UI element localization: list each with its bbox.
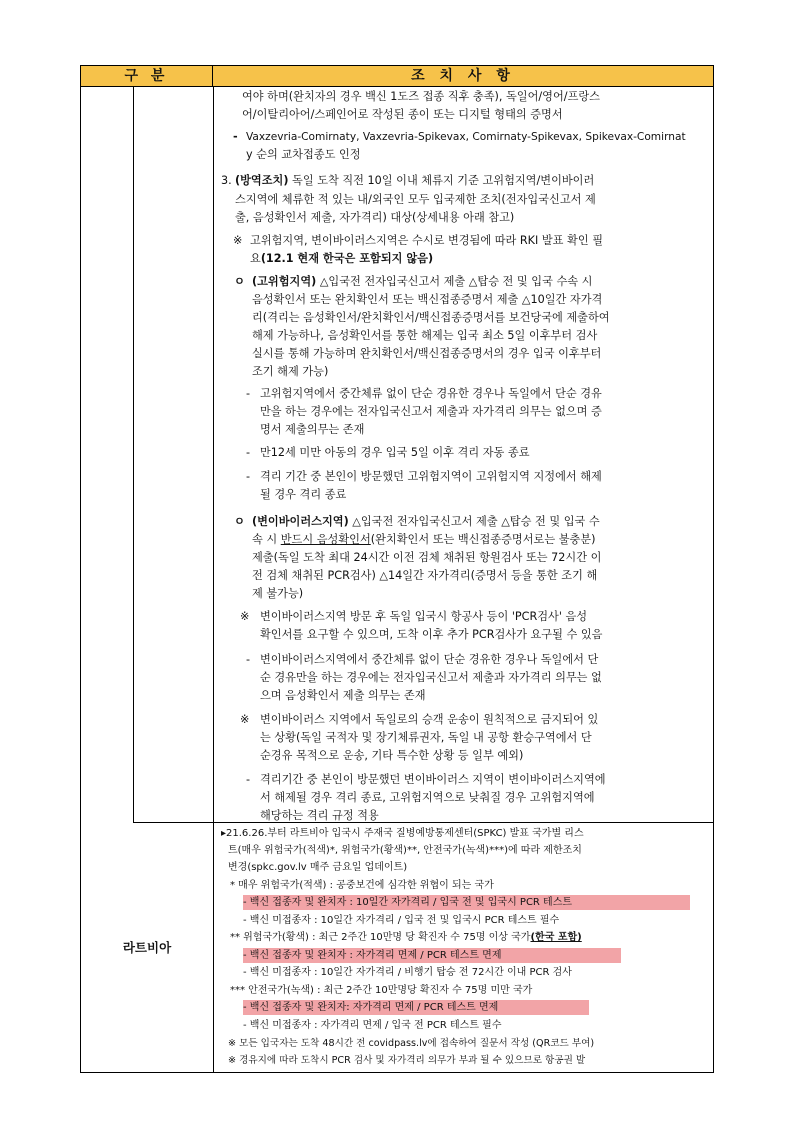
header-measures: 조 치 사 항 xyxy=(411,68,515,84)
dash: - xyxy=(246,653,251,666)
dash: - xyxy=(246,470,251,483)
high-risk-line: (고위험지역) △입국전 전자입국신고서 제출 △탑승 전 및 입국 수속 시 xyxy=(252,275,593,288)
high-risk-line: 리(격리는 음성확인서/완치확인서/백신접종증명서를 보건당국에 제출하여 xyxy=(252,311,610,324)
note-mark: ※ xyxy=(240,713,250,726)
latvia-note: ※ 모든 입국자는 도착 48시간 전 covidpass.lv에 접속하여 질문서 작성 (QR코드 부여) xyxy=(228,1038,595,1049)
header-category: 구 분 xyxy=(81,66,213,86)
variant-line: (변이바이러스지역) △입국전 전자입국신고서 제출 △탑승 전 및 입국 수 xyxy=(252,515,600,528)
latvia-intro-line: 변경(spkc.gov.lv 매주 금요일 업데이트) xyxy=(228,862,408,873)
variant-note-line: 변이바이러스 지역에서 독일로의 승객 운송이 원칙적으로 금지되어 있 xyxy=(260,713,599,726)
variant-line: 속 시 반드시 음성확인서(완치확인서 또는 백신접종증명서로는 불충분) xyxy=(252,533,596,546)
variant-line: 전 검체 채취된 PCR검사) △14일간 자가격리(증명서 등을 통한 조기 해 xyxy=(252,569,598,582)
item3-number: 3. xyxy=(221,174,232,187)
column-divider xyxy=(213,86,214,1072)
variant-line: 제출(독일 도착 최대 24시간 이전 검체 채취된 항원검사 또는 72시간 이 xyxy=(252,551,602,564)
high-risk-line: 실시를 통해 가능하며 완치확인서/백신접종증명서의 경우 입국 이후부터 xyxy=(252,347,602,360)
high-risk-line: 해제 가능하나, 음성확인서를 통한 해제는 입국 최소 5일 이후부터 검사 xyxy=(252,329,598,342)
variant-note-line: 변이바이러스지역 방문 후 독일 입국시 항공사 등이 'PCR검사' 음성 xyxy=(260,610,588,623)
variant-sub-line: 격리기간 중 본인이 방문했던 변이바이러스 지역이 변이바이러스지역에 xyxy=(260,773,606,786)
variant-note-line: 순경유 목적으로 운송, 기타 특수한 상황 등 일부 예외) xyxy=(260,749,524,762)
high-risk-sub-line: 격리 기간 중 본인이 방문했던 고위험지역이 고위험지역 지정에서 해제 xyxy=(260,470,602,483)
variant-sub-line: 으며 음성확인서 제출 의무는 존재 xyxy=(260,689,426,702)
germany-cont-line: 어/이탈리아어/스페인어로 작성된 종이 또는 디지털 형태의 증명서 xyxy=(242,108,563,121)
latvia-note: ※ 경유지에 따라 도착시 PCR 검사 및 자가격리 의무가 부과 될 수 있으므로 항공권 발 xyxy=(228,1055,586,1066)
negative-cert-required: 반드시 음성확인서 xyxy=(280,533,371,546)
table-header xyxy=(81,66,713,87)
row-divider xyxy=(133,822,713,823)
red-unvaccinated: - 백신 미접종자 : 10일간 자가격리 / 입국 전 및 입국시 PCR 테스트 필수 xyxy=(243,915,560,926)
high-risk-line: 조기 해제 가능) xyxy=(252,365,329,378)
dash: - xyxy=(246,446,251,459)
note-mark: ※ xyxy=(240,610,250,623)
red-list-title: * 매우 위험국가(적색) : 공중보건에 심각한 위협이 되는 국가 xyxy=(230,880,494,891)
green-list-title: *** 안전국가(녹색) : 최근 2주간 10만명당 확진자 수 75명 미만 국가 xyxy=(230,985,533,996)
high-risk-sub-line: 명서 제출의무는 존재 xyxy=(260,423,365,436)
high-risk-sub-line: 될 경우 격리 종료 xyxy=(260,488,347,501)
yellow-unvaccinated: - 백신 미접종자 : 10일간 자가격리 / 비행기 탑승 전 72시간 이내 PCR 검사 xyxy=(243,967,572,978)
vax-mix-bullet: - xyxy=(233,130,238,143)
yellow-list-title: ** 위험국가(황색) : 최근 2주간 10만명 당 확진자 수 75명 이상 국가(한국 포함) xyxy=(230,932,582,943)
variant-sub-line: 변이바이러스지역에서 중간체류 없이 단순 경유한 경우나 독일에서 단 xyxy=(260,653,599,666)
country-latvia: 라트비아 xyxy=(122,940,172,955)
item3-line: (방역조치) 독일 도착 직전 10일 이내 체류지 기준 고위험지역/변이바이러 xyxy=(235,174,595,187)
item3-line: 스지역에 체류한 적 있는 내/외국인 모두 입국제한 조치(전자입국신고서 제 xyxy=(235,193,596,206)
latvia-intro-line: ▸21.6.26.부터 라트비아 입국시 주재국 질병예방통제센터(SPKC) 발표 국가별 리스 xyxy=(221,828,584,839)
dash: - xyxy=(246,773,251,786)
germany-cont-line: 여야 하며(완치자의 경우 백신 1도즈 접종 직후 충족), 독일어/영어/프랑스 xyxy=(242,90,600,103)
variant-sub-line: 해당하는 격리 규정 적용 xyxy=(260,809,379,822)
high-risk-line: 음성확인서 또는 완치확인서 또는 백신접종증명서 제출 △10일간 자가격 xyxy=(252,293,603,306)
variant-sub-line: 순 경유만을 하는 경우에는 전자입국신고서 제출과 자가격리 의무는 없 xyxy=(260,671,602,684)
note-mark: ※ xyxy=(233,234,243,247)
high-risk-mark: ㅇ xyxy=(234,275,245,288)
korea-status: (12.1 현재 한국은 포함되지 않음) xyxy=(260,252,434,265)
red-vaccinated: - 백신 접종자 및 완치자 : 10일간 자가격리 / 입국 전 및 입국시 PCR 테스트 xyxy=(243,895,690,910)
variant-title: (변이바이러스지역) xyxy=(252,515,349,528)
green-unvaccinated: - 백신 미접종자 : 자가격리 면제 / 입국 전 PCR 테스트 필수 xyxy=(243,1020,502,1031)
high-risk-title: (고위험지역) xyxy=(252,275,317,288)
korea-included: (한국 포함) xyxy=(530,932,582,943)
high-risk-sub-line: 고위험지역에서 중간체류 없이 단순 경유한 경우나 독일에서 단순 경유 xyxy=(260,387,602,400)
item3-line: 출, 음성확인서 제출, 자가격리) 대상(상세내용 아래 참고) xyxy=(235,211,515,224)
variant-note-line: 는 상황(독일 국적자 및 장기체류권자, 독일 내 공항 환승구역에서 단 xyxy=(260,731,592,744)
latvia-intro-line: 트(매우 위험국가(적색)*, 위험국가(황색)**, 안전국가(녹색)***)에 따라 제한조치 xyxy=(228,845,582,856)
variant-line: 제 불가능) xyxy=(252,587,304,600)
green-vaccinated: - 백신 접종자 및 완치자: 자가격리 면제 / PCR 테스트 면제 xyxy=(243,1000,589,1015)
high-risk-sub-line: 만12세 미만 아동의 경우 입국 5일 이후 격리 자동 종료 xyxy=(260,446,530,459)
variant-sub-line: 서 해제될 경우 격리 종료, 고위험지역으로 낮춰질 경우 고위험지역에 xyxy=(260,791,595,804)
dash: - xyxy=(246,387,251,400)
variant-mark: ㅇ xyxy=(234,515,245,528)
item3-title: (방역조치) xyxy=(235,174,289,187)
vax-mix-line: y 순의 교차접종도 인정 xyxy=(246,148,361,161)
high-risk-sub-line: 만을 하는 경우에는 전자입국신고서 제출과 자가격리 의무는 없으며 증 xyxy=(260,405,602,418)
yellow-vaccinated: - 백신 접종자 및 완치자 : 자가격리 면제 / PCR 테스트 면제 xyxy=(243,948,621,963)
variant-note-line: 확인서를 요구할 수 있으며, 도착 이후 추가 PCR검사가 요구될 수 있음 xyxy=(260,628,603,641)
column-divider xyxy=(133,86,134,822)
note-rki-line: 요(12.1 현재 한국은 포함되지 않음) xyxy=(250,252,434,265)
vax-mix-line: Vaxzevria-Comirnaty, Vaxzevria-Spikevax, Comirnaty-Spikevax, Spikevax-Comirnat xyxy=(246,131,686,143)
note-rki-line: 고위험지역, 변이바이러스지역은 수시로 변경됨에 따라 RKI 발표 확인 필 xyxy=(250,234,604,247)
